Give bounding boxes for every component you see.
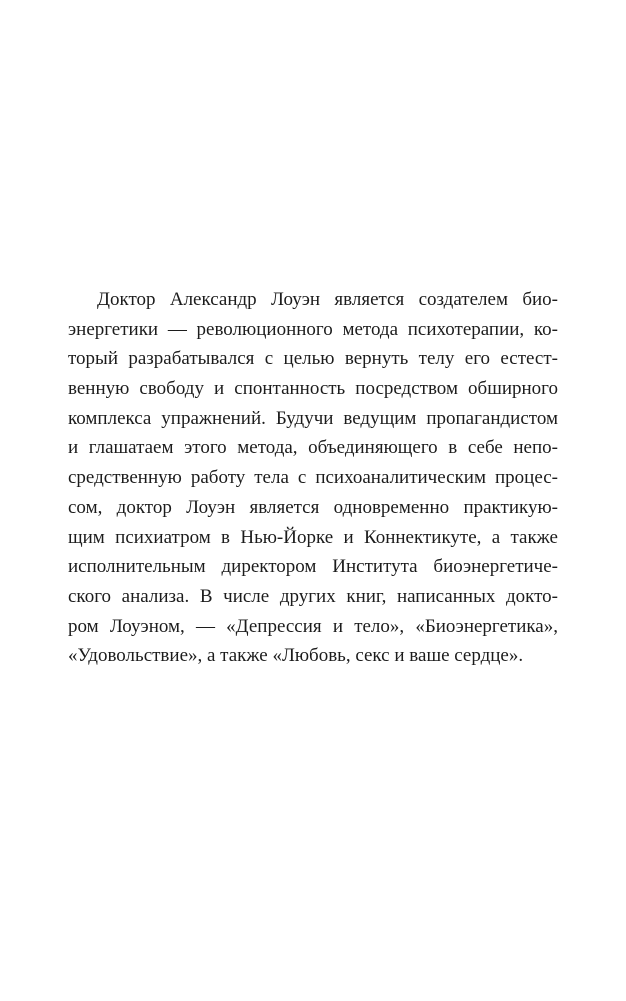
paragraph-line: венную свободу и спонтанность посредством обширного (68, 378, 558, 400)
paragraph-line: сом, доктор Лоуэн является одновременно практикую- (68, 496, 558, 518)
paragraph-line: «Удовольствие», а также «Любовь, секс и ваше сердце». (68, 645, 524, 667)
paragraph-line: ром Лоуэном, — «Депрессия и тело», «Биоэнергетика», (68, 615, 558, 637)
author-bio-paragraph (68, 285, 558, 671)
paragraph-line: средственную работу тела с психоаналитическим процес- (68, 467, 558, 489)
paragraph-line: ского анализа. В числе других книг, написанных докто- (68, 585, 558, 607)
paragraph-line: энергетики — революционного метода психотерапии, ко- (68, 318, 558, 340)
paragraph-line: исполнительным директором Института биоэнергетиче- (68, 556, 558, 578)
paragraph-line: торый разрабатывался с целью вернуть телу его естест- (68, 348, 558, 370)
paragraph-line: Доктор Александр Лоуэн является создателем био- (97, 289, 558, 310)
paragraph-line: комплекса упражнений. Будучи ведущим пропагандистом (68, 407, 558, 429)
paragraph-line: щим психиатром в Нью-Йорке и Коннектикуте, а также (68, 526, 558, 548)
paragraph-line: и глашатаем этого метода, объединяющего в себе непо- (68, 437, 558, 459)
